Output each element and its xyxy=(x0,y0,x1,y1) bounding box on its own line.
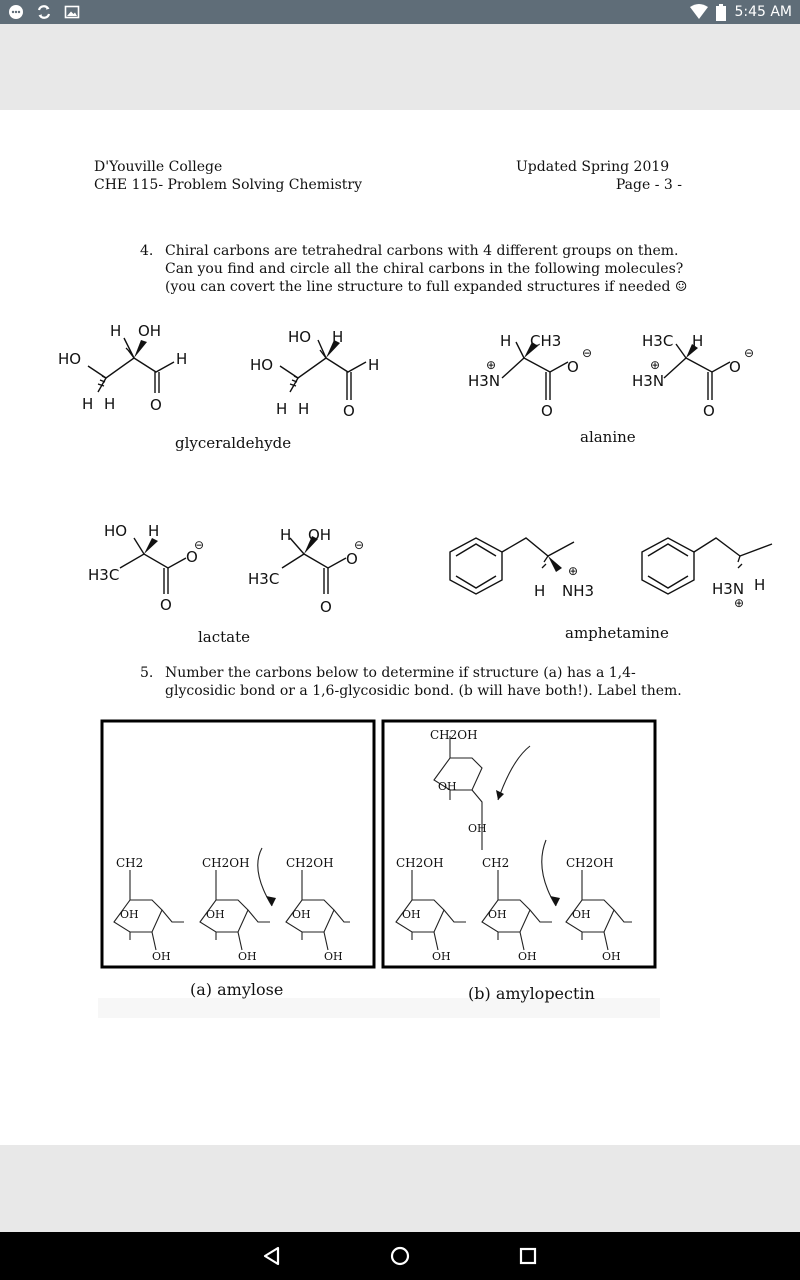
oh-label: OH xyxy=(602,950,621,963)
atom-label: O xyxy=(320,598,332,616)
viewer-top-margin xyxy=(0,24,800,110)
question-number: 5. xyxy=(140,665,154,681)
charge-minus: ⊖ xyxy=(354,538,365,552)
atom-label: H xyxy=(276,400,288,418)
ch2-label: CH2 xyxy=(116,856,144,870)
atom-label: O xyxy=(703,402,715,420)
chat-bubble-icon xyxy=(8,4,24,20)
glyceraldehyde-label: glyceraldehyde xyxy=(175,434,292,452)
oh-label: OH xyxy=(120,908,139,921)
viewer-bottom-margin xyxy=(0,1145,800,1232)
oh-label: OH xyxy=(206,908,225,921)
atom-label: H xyxy=(368,356,380,374)
charge-minus: ⊖ xyxy=(194,538,205,552)
ch2-label: CH2 xyxy=(482,856,510,870)
atom-label: H xyxy=(332,328,344,346)
amylopectin-caption: (b) amylopectin xyxy=(468,984,595,1003)
lactate-label: lactate xyxy=(198,628,251,646)
atom-label: H3N xyxy=(468,372,501,390)
image-icon xyxy=(64,4,80,20)
home-icon[interactable] xyxy=(386,1242,414,1270)
navigation-bar xyxy=(0,1232,800,1280)
ch2oh-label: CH2OH xyxy=(430,728,478,742)
atom-label: H3C xyxy=(88,566,120,584)
atom-label: CH3 xyxy=(530,332,562,350)
wifi-icon xyxy=(690,4,708,20)
ch2oh-label: CH2OH xyxy=(202,856,250,870)
atom-label: H xyxy=(298,400,310,418)
amylose-caption: (a) amylose xyxy=(190,980,284,999)
oh-label: OH xyxy=(518,950,537,963)
atom-label: HO xyxy=(250,356,274,374)
oh-label: OH xyxy=(438,780,457,793)
atom-label: O xyxy=(343,402,355,420)
recents-icon[interactable] xyxy=(514,1242,542,1270)
atom-label: O xyxy=(346,550,358,568)
atom-label: O xyxy=(160,596,172,614)
oh-label: OH xyxy=(152,950,171,963)
atom-label: O xyxy=(541,402,553,420)
atom-label: OH xyxy=(308,526,332,544)
back-icon[interactable] xyxy=(258,1242,286,1270)
atom-label: H3C xyxy=(248,570,280,588)
question-text: Number the carbons below to determine if structure (a) has a 1,4- glycosidic bond or a 1,6-glycosidic bond. (b will have both!). Label them. xyxy=(165,665,682,699)
question-number: 4. xyxy=(140,243,154,259)
oh-label: OH xyxy=(402,908,421,921)
charge-minus: ⊖ xyxy=(582,346,593,360)
atom-label: HO xyxy=(288,328,312,346)
atom-label: O xyxy=(729,358,741,376)
charge-minus: ⊖ xyxy=(744,346,755,360)
atom-label: H xyxy=(280,526,292,544)
charge-plus: ⊕ xyxy=(568,564,579,578)
atom-label: O xyxy=(150,396,162,414)
page-number: Page - 3 - xyxy=(615,177,682,193)
status-time: 5:45 AM xyxy=(734,4,792,20)
course-name: CHE 115- Problem Solving Chemistry xyxy=(94,177,362,193)
oh-label: OH xyxy=(488,908,507,921)
atom-label: H xyxy=(500,332,512,350)
atom-label: H xyxy=(754,576,766,594)
glycosidic-figures xyxy=(0,110,800,1145)
oh-label: OH xyxy=(572,908,591,921)
charge-plus: ⊕ xyxy=(486,358,497,372)
oh-label: OH xyxy=(292,908,311,921)
oh-label: OH xyxy=(468,822,487,835)
status-bar xyxy=(0,0,800,24)
atom-label: H xyxy=(176,350,188,368)
updated-date: Updated Spring 2019 xyxy=(516,159,670,175)
atom-label: H xyxy=(82,395,94,413)
atom-label: OH xyxy=(138,322,162,340)
atom-label: H3N xyxy=(712,580,745,598)
question-text: Chiral carbons are tetrahedral carbons with 4 different groups on them. Can you find and circle all the chiral carbons in the following molecules? (you can covert the line structure to full expanded structures if needed ☺ xyxy=(165,243,688,295)
atom-label: H xyxy=(110,322,122,340)
atom-label: H xyxy=(104,395,116,413)
ch2oh-label: CH2OH xyxy=(396,856,444,870)
atom-label: H xyxy=(692,332,704,350)
atom-label: NH3 xyxy=(562,582,595,600)
ch2oh-label: CH2OH xyxy=(566,856,614,870)
charge-plus: ⊕ xyxy=(734,596,745,610)
battery-icon xyxy=(716,4,726,21)
sync-icon xyxy=(36,4,52,20)
atom-label: H3N xyxy=(632,372,665,390)
charge-plus: ⊕ xyxy=(650,358,661,372)
atom-label: H xyxy=(148,522,160,540)
oh-label: OH xyxy=(238,950,257,963)
oh-label: OH xyxy=(432,950,451,963)
atom-label: O xyxy=(567,358,579,376)
amphetamine-label: amphetamine xyxy=(565,624,669,642)
alanine-label: alanine xyxy=(580,428,636,446)
document-page[interactable] xyxy=(0,110,800,1145)
atom-label: H3C xyxy=(642,332,674,350)
college-name: D'Youville College xyxy=(94,159,223,175)
atom-label: HO xyxy=(104,522,128,540)
atom-label: O xyxy=(186,548,198,566)
atom-label: H xyxy=(534,582,546,600)
atom-label: HO xyxy=(58,350,82,368)
ch2oh-label: CH2OH xyxy=(286,856,334,870)
oh-label: OH xyxy=(324,950,343,963)
